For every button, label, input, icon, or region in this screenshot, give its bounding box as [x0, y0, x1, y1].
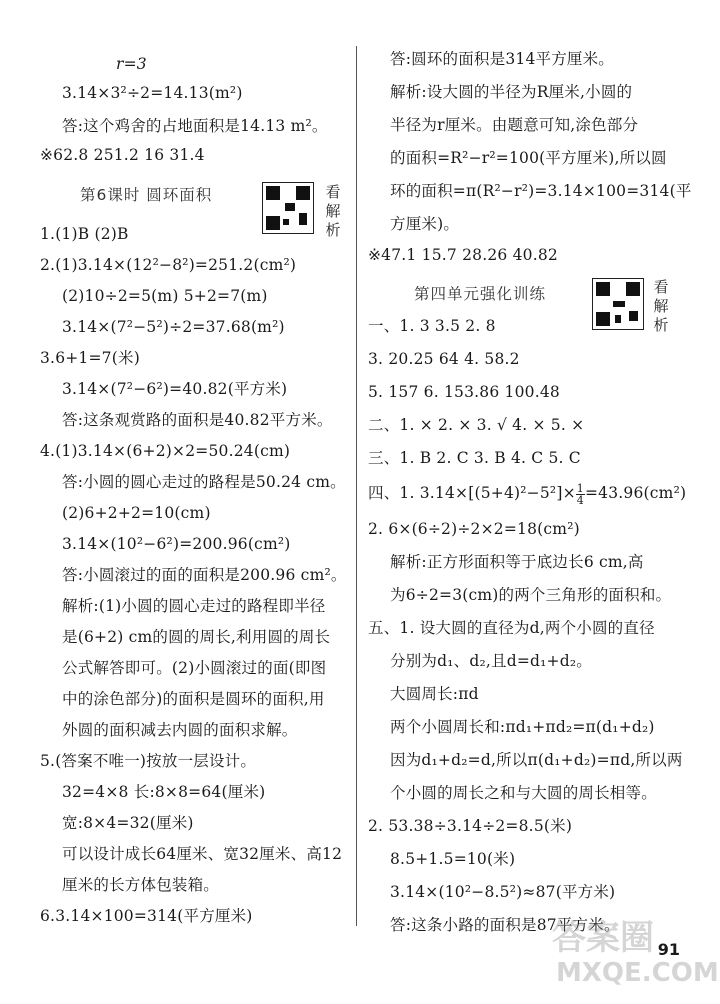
q3-answer: 答:这条观赏路的面积是40.82平方米。	[62, 411, 333, 429]
q6-answer: 答:圆环的面积是314平方厘米。	[390, 50, 615, 68]
q1-answer: 1.(1)B (2)B	[40, 225, 129, 243]
column-divider	[356, 46, 357, 926]
line-extra-answers: ※62.8 251.2 16 31.4	[40, 146, 205, 164]
q5-intro: 5.(答案不唯一)按放一层设计。	[40, 752, 257, 770]
q4-analysis-1: 解析:(1)小圆的圆心走过的路程即半径	[62, 597, 326, 615]
q4-part2-answer: 答:小圆滚过的面的面积是200.96 cm²。	[62, 566, 347, 584]
q4-part1-answer: 答:小圆的圆心走过的路程是50.24 cm。	[62, 473, 346, 491]
part5-conclusion-2: 个小圆的周长之和与大圆的周长相等。	[390, 784, 657, 802]
part5-small-circles: 两个小圆周长和:πd₁+πd₂=π(d₁+d₂)	[390, 718, 655, 736]
part2-answers: 二、1. × 2. × 3. √ 4. × 5. ×	[368, 416, 585, 434]
q4-analysis-4: 中的涂色部分)的面积是圆环的面积,用	[62, 690, 325, 708]
line-area-calc: 3.14×3²÷2=14.13(m²)	[62, 84, 243, 102]
q6-analysis-5: 方厘米)。	[390, 215, 460, 233]
part5-big-circle: 大圆周长:πd	[390, 685, 479, 703]
part4-analysis-2: 为6÷2=3(cm)的两个三角形的面积和。	[390, 586, 672, 604]
line-radius: r=3	[116, 55, 147, 73]
q6-analysis-3: 的面积=R²−r²=100(平方厘米),所以圆	[390, 149, 667, 167]
q4-part1: 4.(1)3.14×(6+2)×2=50.24(cm)	[40, 442, 291, 460]
qr-code-unit[interactable]	[592, 278, 644, 330]
q5-design-1: 可以设计成长64厘米、宽32厘米、高12	[62, 845, 343, 863]
lesson-heading: 第6课时 圆环面积	[80, 186, 213, 204]
q6-calc: 6.3.14×100=314(平方厘米)	[40, 907, 253, 925]
fraction-one-quarter: $\frac{1}{4}$	[576, 481, 584, 507]
q4-analysis-2: 是(6+2) cm的圆的周长,利用圆的周长	[62, 628, 331, 646]
right-extra-answers: ※47.1 15.7 28.26 40.82	[368, 246, 558, 264]
q6-analysis-2: 半径为r厘米。由题意可知,涂色部分	[390, 116, 639, 134]
q5-length: 32=4×8 长:8×8=64(厘米)	[62, 783, 266, 801]
q2-part2-calc: 3.14×(7²−5²)÷2=37.68(m²)	[62, 318, 285, 336]
page-number: 91	[657, 940, 680, 959]
part1-row3: 5. 157 6. 153.86 100.48	[368, 383, 560, 401]
part1-row1: 一、1. 3 3.5 2. 8	[368, 317, 496, 335]
part5-q2-answer: 答:这条小路的面积是87平方米。	[390, 916, 620, 934]
unit-heading: 第四单元强化训练	[414, 285, 547, 303]
part4-analysis-1: 解析:正方形面积等于底边长6 cm,高	[390, 553, 644, 571]
part3-answers: 三、1. B 2. C 3. B 4. C 5. C	[368, 449, 581, 467]
part5-q2-step3: 3.14×(10²−8.5²)≈87(平方米)	[390, 883, 616, 901]
qr-side-label-lesson: 看解析	[325, 183, 341, 239]
q6-analysis-4: 环的面积=π(R²−r²)=3.14×100=314(平	[390, 182, 692, 200]
q5-width: 宽:8×4=32(厘米)	[62, 814, 194, 832]
q4-part2-calc: 3.14×(10²−6²)=200.96(cm²)	[62, 535, 291, 553]
part5-q1-2: 分别为d₁、d₂,且d=d₁+d₂。	[390, 652, 592, 670]
q3-step1: 3.6+1=7(米)	[40, 349, 140, 367]
q3-step2: 3.14×(7²−6²)=40.82(平方米)	[62, 380, 288, 398]
q4-analysis-5: 外圆的面积减去内圆的面积求解。	[62, 721, 298, 739]
q4-analysis-3: 公式解答即可。(2)小圆滚过的面(即图	[62, 659, 327, 677]
q4-part2: (2)6+2+2=10(cm)	[62, 504, 211, 522]
part5-q2-step1: 2. 53.38÷3.14÷2=8.5(米)	[368, 817, 573, 835]
part5-conclusion-1: 因为d₁+d₂=d,所以π(d₁+d₂)=πd,所以两	[390, 751, 683, 769]
part4-q2: 2. 6×(6÷2)÷2×2=18(cm²)	[368, 520, 580, 538]
q2-part1: 2.(1)3.14×(12²−8²)=251.2(cm²)	[40, 256, 297, 274]
watermark-logo: 答案圈 MXQE.COM	[552, 918, 719, 988]
qr-side-label-unit: 看解析	[653, 278, 669, 334]
line-answer-coop: 答:这个鸡舍的占地面积是14.13 m²。	[62, 117, 328, 135]
part1-row2: 3. 20.25 64 4. 58.2	[368, 350, 520, 368]
q2-part2: (2)10÷2=5(m) 5+2=7(m)	[62, 287, 268, 305]
q5-design-2: 厘米的长方体包装箱。	[62, 876, 220, 894]
part5-q1-1: 五、1. 设大圆的直径为d,两个小圆的直径	[368, 619, 655, 637]
part5-q2-step2: 8.5+1.5=10(米)	[390, 850, 516, 868]
part4-q1: 四、1. 3.14×[(5+4)²−5²]× $\frac{1}{4}$ =43.96(cm²)	[368, 481, 687, 507]
q6-analysis-1: 解析:设大圆的半径为R厘米,小圆的	[390, 83, 633, 101]
qr-code-lesson[interactable]	[262, 182, 314, 234]
